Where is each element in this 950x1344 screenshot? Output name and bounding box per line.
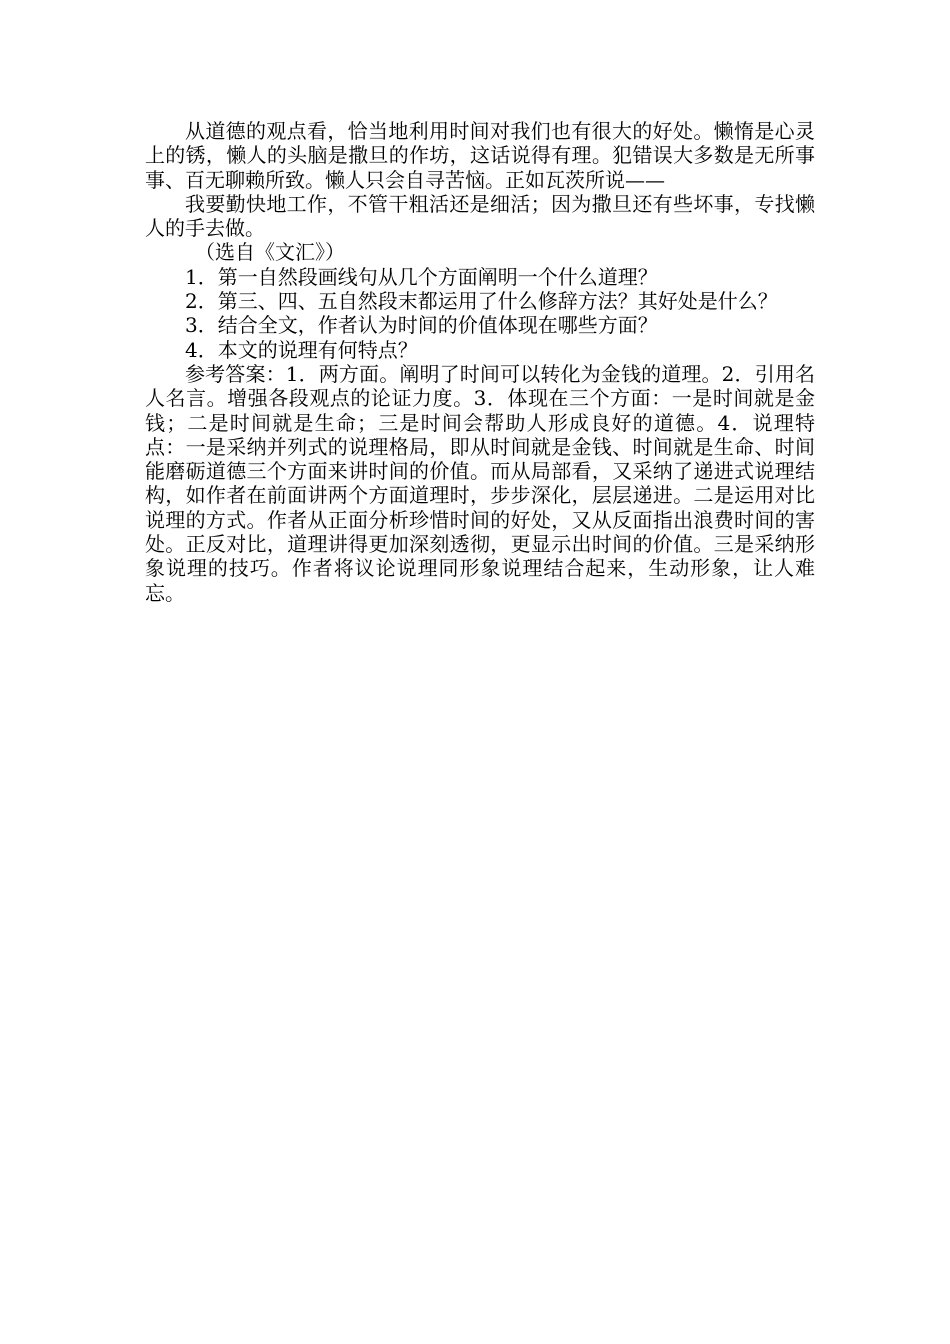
question-4: 4．本文的说理有何特点？ <box>185 337 418 362</box>
paragraph-moral: 从道德的观点看，恰当地利用时间对我们也有很大的好处。懒惰是心灵上的锈，懒人的头脑是撒旦的作坊，这话说得有理。犯错误大多数是无所事事、百无聊赖所致。懒人只会自寻苦恼。正如瓦茨所说—— <box>145 119 815 192</box>
reference-answer: 参考答案：1．两方面。阐明了时间可以转化为金钱的道理。2．引用名人名言。增强各段观点的论证力度。3．体现在三个方面：一是时间就是金钱；二是时间就是生命；三是时间会帮助人形成良好的道德。4．说理特点：一是采纳并列式的说理格局，即从时间就是金钱、时间就是生命、时间能磨砺道德三个方面来讲时间的价值。而从局部看，又采纳了递进式说理结构，如作者在前面讲两个方面道理时，步步深化，层层递进。二是运用对比说理的方式。作者从正面分析珍惜时间的好处，又从反面指出浪费时间的害处。正反对比，道理讲得更加深刻透彻，更显示出时间的价值。三是采纳形象说理的技巧。作者将议论说理同形象说理结合起来，生动形象，让人难忘。 <box>145 361 815 605</box>
paragraph-quote: 我要勤快地工作，不管干粗活还是细活；因为撒旦还有些坏事，专找懒人的手去做。 <box>145 191 815 241</box>
question-3: 3．结合全文，作者认为时间的价值体现在哪些方面？ <box>185 313 658 338</box>
question-2: 2．第三、四、五自然段末都运用了什么修辞方法？其好处是什么？ <box>185 289 778 314</box>
source-citation: （选自《文汇》） <box>195 240 345 265</box>
question-1: 1．第一自然段画线句从几个方面阐明一个什么道理？ <box>185 264 658 289</box>
document-page <box>145 119 815 605</box>
